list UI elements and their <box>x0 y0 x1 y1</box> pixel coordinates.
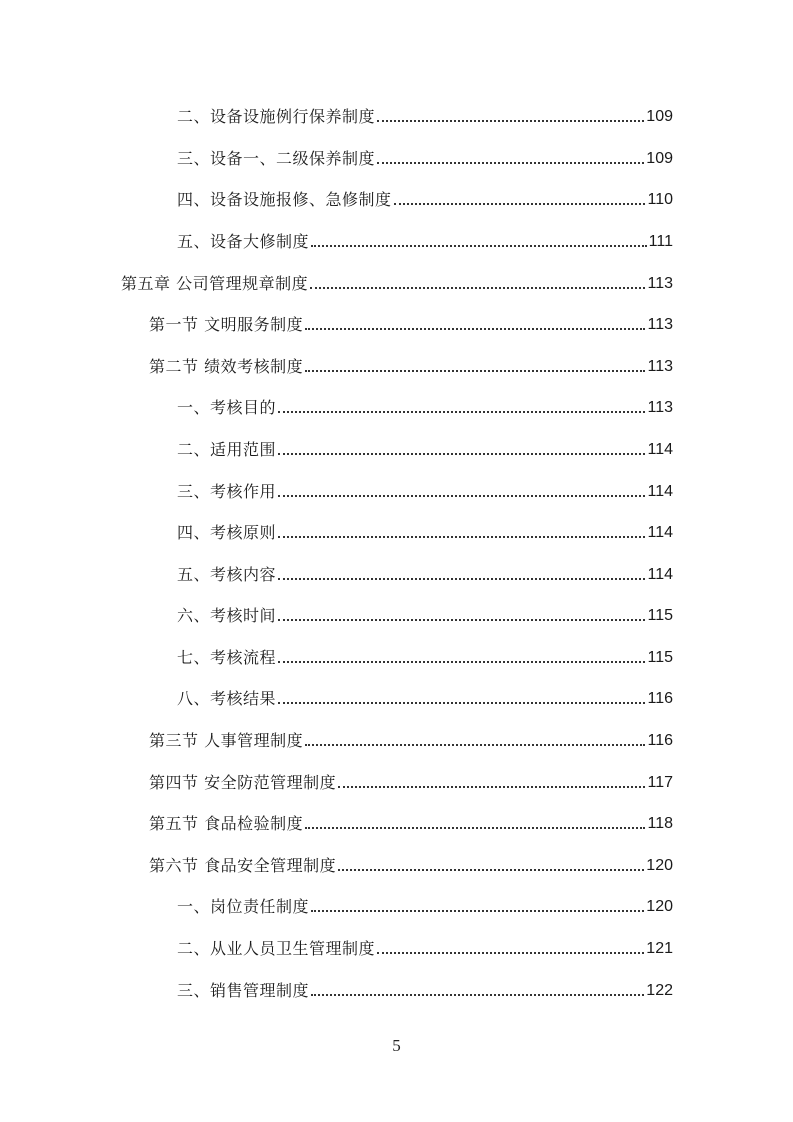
toc-entry-page: 115 <box>647 649 673 666</box>
toc-entry-label: 第五章 公司管理规章制度 <box>121 274 309 293</box>
toc-entry-page: 109 <box>646 150 673 167</box>
toc-entry-page: 115 <box>647 607 673 624</box>
toc-entry[interactable] <box>177 685 673 709</box>
dot-leader <box>310 287 645 289</box>
dot-leader <box>305 370 645 372</box>
dot-leader <box>311 245 647 247</box>
dot-leader <box>311 994 644 996</box>
toc-entry-label: 三、销售管理制度 <box>177 981 310 1000</box>
toc-entry[interactable] <box>177 478 673 502</box>
toc-entry-label: 三、设备一、二级保养制度 <box>177 149 376 168</box>
toc-entry-label: 第五节 食品检验制度 <box>149 814 304 833</box>
dot-leader <box>278 661 645 663</box>
toc-entry-page: 117 <box>647 774 673 791</box>
dot-leader <box>377 120 644 122</box>
toc-entry-label: 一、岗位责任制度 <box>177 897 310 916</box>
toc-entry-label: 第六节 食品安全管理制度 <box>149 856 337 875</box>
toc-entry-page: 113 <box>647 316 673 333</box>
toc-entry-page: 109 <box>646 108 673 125</box>
dot-leader <box>278 495 645 497</box>
toc-entry-page: 114 <box>647 483 673 500</box>
dot-leader <box>394 203 646 205</box>
toc-entry-label: 第三节 人事管理制度 <box>149 731 304 750</box>
toc-entry-label: 二、设备设施例行保养制度 <box>177 107 376 126</box>
toc-entry[interactable] <box>177 644 673 668</box>
toc-entry-label: 六、考核时间 <box>177 606 277 625</box>
toc-entry-page: 111 <box>648 233 673 250</box>
toc-entry[interactable] <box>177 519 673 543</box>
dot-leader <box>338 786 645 788</box>
toc-entry[interactable] <box>177 977 673 1001</box>
dot-leader <box>278 411 645 413</box>
toc-entry-section[interactable] <box>149 769 673 793</box>
toc-entry[interactable] <box>177 561 673 585</box>
toc-entry[interactable] <box>177 394 673 418</box>
toc-entry[interactable] <box>177 186 673 210</box>
dot-leader <box>278 619 645 621</box>
toc-entry-label: 四、设备设施报修、急修制度 <box>177 190 392 209</box>
dot-leader <box>311 910 644 912</box>
toc-entry[interactable] <box>177 228 673 252</box>
toc-entry-label: 二、从业人员卫生管理制度 <box>177 939 376 958</box>
dot-leader <box>305 827 645 829</box>
toc-entry-label: 四、考核原则 <box>177 523 277 542</box>
toc-entry-page: 122 <box>646 982 673 999</box>
toc-entry-section[interactable] <box>149 852 673 876</box>
dot-leader <box>278 702 645 704</box>
toc-entry[interactable] <box>177 103 673 127</box>
toc-entry-page: 114 <box>647 524 673 541</box>
dot-leader <box>305 328 645 330</box>
dot-leader <box>377 162 644 164</box>
page-number: 5 <box>392 1036 401 1055</box>
dot-leader <box>278 453 645 455</box>
toc-entry-section[interactable] <box>149 353 673 377</box>
toc-entry-page: 110 <box>647 191 673 208</box>
toc-entry[interactable] <box>177 935 673 959</box>
toc-entry-page: 118 <box>647 815 673 832</box>
toc-entry-page: 114 <box>647 441 673 458</box>
toc-entry-page: 116 <box>647 690 673 707</box>
toc-entry-page: 116 <box>647 732 673 749</box>
toc-entry-page: 114 <box>647 566 673 583</box>
dot-leader <box>278 578 645 580</box>
toc-entry-page: 113 <box>647 358 673 375</box>
dot-leader <box>377 952 644 954</box>
toc-entry-section[interactable] <box>149 311 673 335</box>
toc-entry-label: 八、考核结果 <box>177 689 277 708</box>
toc-entry[interactable] <box>177 436 673 460</box>
toc-entry[interactable] <box>177 602 673 626</box>
toc-entry-page: 120 <box>646 857 673 874</box>
dot-leader <box>278 536 645 538</box>
toc-entry[interactable] <box>177 145 673 169</box>
toc-entry-label: 七、考核流程 <box>177 648 277 667</box>
toc-entry-label: 第一节 文明服务制度 <box>149 315 304 334</box>
toc-entry-section[interactable] <box>149 810 673 834</box>
dot-leader <box>338 869 644 871</box>
toc-entry-label: 第四节 安全防范管理制度 <box>149 773 337 792</box>
toc-entry-label: 五、考核内容 <box>177 565 277 584</box>
toc-entry-label: 第二节 绩效考核制度 <box>149 357 304 376</box>
toc-entry-label: 五、设备大修制度 <box>177 232 310 251</box>
dot-leader <box>305 744 645 746</box>
toc-entry[interactable] <box>177 893 673 917</box>
toc-entry-page: 120 <box>646 898 673 915</box>
toc-entry-page: 113 <box>647 399 673 416</box>
toc-entry-page: 121 <box>646 940 673 957</box>
toc-entry-label: 二、适用范围 <box>177 440 277 459</box>
toc-entry-label: 一、考核目的 <box>177 398 277 417</box>
toc-entry-section[interactable] <box>149 727 673 751</box>
toc-entry-page: 113 <box>647 275 673 292</box>
toc-entry-chapter[interactable] <box>121 270 673 294</box>
toc-entry-label: 三、考核作用 <box>177 482 277 501</box>
